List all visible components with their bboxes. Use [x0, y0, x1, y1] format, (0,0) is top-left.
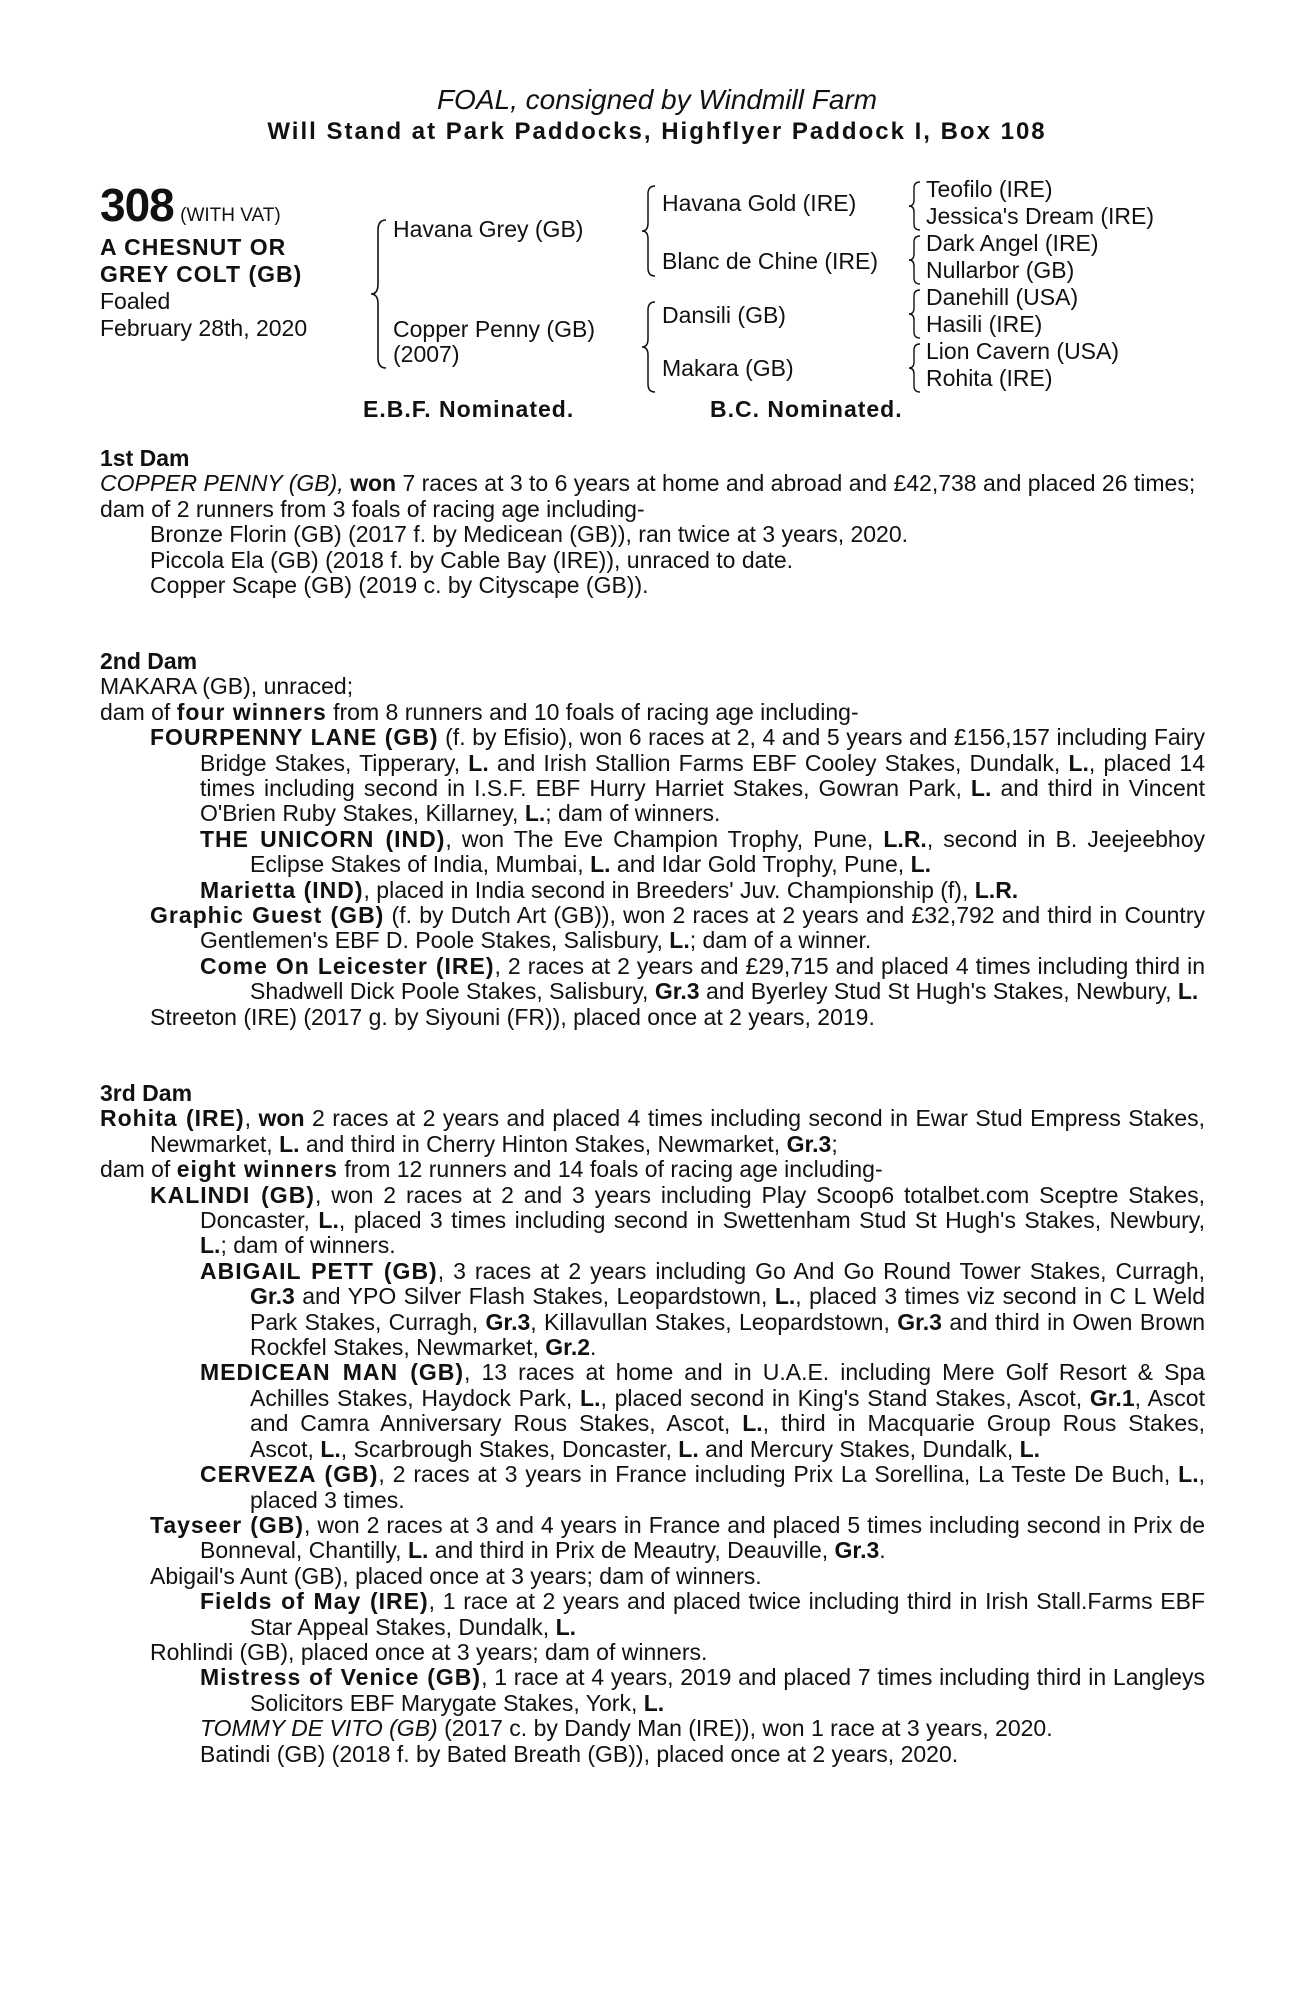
pedigree-brace-main	[368, 218, 390, 370]
first-dam-section	[100, 446, 1205, 598]
sire: Havana Grey (GB)	[393, 216, 584, 242]
brace-ggp-2	[907, 234, 923, 286]
ggp-danehill: Danehill (USA)	[926, 284, 1079, 310]
entry-rohlindi: Rohlindi (GB), placed once at 3 years; dam of winners.	[150, 1638, 708, 1665]
foaled-date: February 28th, 2020	[100, 315, 308, 341]
entry-abigail-pett: ABIGAIL PETT (GB), 3 races at 2 years including Go And Go Round Tower Stakes, Curragh, Gr.3 and YPO Silver Flash Stakes, Leopardstown, L., placed 3 times viz second in C L Weld Park Stakes, Curragh, Gr.3, Killavullan Stakes, Leopardstown, Gr.3 and third in Owen Brown Rockfel Stakes, Newmarket, Gr.2.	[200, 1257, 1206, 1361]
ggp-teofilo: Teofilo (IRE)	[926, 176, 1053, 202]
horse-name: Fields of May (IRE)	[200, 1588, 429, 1615]
ggp-nullarbor: Nullarbor (GB)	[926, 257, 1075, 283]
horse-name: FOURPENNY LANE (GB)	[150, 724, 439, 751]
foaled-label: Foaled	[100, 288, 171, 314]
first-dam-name: COPPER PENNY (GB),	[100, 470, 344, 497]
pedigree-brace-dam	[640, 300, 658, 394]
stand-location: Will Stand at Park Paddocks, Highflyer Paddock I, Box 108	[267, 118, 1047, 145]
lot-desc-1: A CHESNUT OR	[100, 234, 287, 260]
won-label: won	[350, 470, 397, 497]
entry-tommy-de-vito: TOMMY DE VITO (GB) (2017 c. by Dandy Man (IRE)), won 1 race at 3 years, 2020.	[200, 1715, 1053, 1742]
horse-name: ABIGAIL PETT (GB)	[200, 1257, 438, 1284]
entry-abigails-aunt: Abigail's Aunt (GB), placed once at 3 years; dam of winners.	[150, 1562, 762, 1589]
horse-name: MEDICEAN MAN (GB)	[200, 1359, 465, 1386]
second-dam-produce	[100, 700, 1205, 725]
second-dam-heading: 2nd Dam	[100, 648, 198, 674]
entry-marietta: Marietta (IND), placed in India second in Breeders' Juv. Championship (f), L.R.	[200, 876, 1019, 903]
entry-batindi: Batindi (GB) (2018 f. by Bated Breath (GB)), placed once at 2 years, 2020.	[200, 1740, 959, 1767]
third-dam-record: Rohita (IRE), won 2 races at 2 years and placed 4 times including second in Ewar Stud Empress Stakes, Newmarket, L. and third in Cherry Hinton Stakes, Newmarket, Gr.3;	[100, 1105, 1206, 1157]
dam-year: (2007)	[393, 341, 460, 367]
brace-ggp-3	[907, 288, 923, 340]
third-dam-section	[100, 1081, 1205, 1767]
horse-name: Marietta (IND)	[200, 876, 364, 903]
brace-ggp-4	[907, 342, 923, 394]
winners-count: eight winners	[176, 1156, 338, 1183]
entry-kalindi: KALINDI (GB), won 2 races at 2 and 3 years including Play Scoop6 totalbet.com Sceptre Stakes, Doncaster, L., placed 3 times including second in Swettenham Stud St Hugh's Stakes, Newbury, L.; dam of winners.	[150, 1181, 1205, 1259]
produce-1: Bronze Florin (GB) (2017 f. by Medicean (GB)), ran twice at 3 years, 2020.	[150, 521, 909, 548]
pedigree-brace-sire	[640, 184, 658, 278]
ggp-hasili: Hasili (IRE)	[926, 311, 1043, 337]
first-dam-record	[100, 471, 1205, 496]
horse-name: Tayseer (GB)	[150, 1511, 305, 1538]
entry-fourpenny-lane: FOURPENNY LANE (GB) (f. by Efisio), won 6 races at 2, 4 and 5 years and £156,157 including Fairy Bridge Stakes, Tipperary, L. and Irish Stallion Farms EBF Cooley Stakes, Dundalk, L., placed 14 times including second in I.S.F. EBF Hurry Harriet Stakes, Gowran Park, L. and third in Vincent O'Brien Ruby Stakes, Killarney, L.; dam of winners.	[150, 724, 1206, 827]
third-dam-produce: dam of eight winners from 12 runners and 14 foals of racing age including-	[100, 1156, 883, 1183]
entry-the-unicorn: THE UNICORN (IND), won The Eve Champion Trophy, Pune, L.R., second in B. Jeejeebhoy Eclipse Stakes of India, Mumbai, L. and Idar Gold Trophy, Pune, L.	[200, 825, 1205, 878]
second-dam-name: MAKARA (GB), unraced;	[100, 673, 354, 700]
entry-fields-of-may: Fields of May (IRE), 1 race at 2 years and placed twice including third in Irish Stall.Farms EBF Star Appeal Stakes, Dundalk, L.	[200, 1588, 1206, 1640]
first-dam-text: 7 races at 3 to 6 years at home and abroad and £42,738 and placed 26 times;	[396, 470, 1196, 497]
horse-name: KALINDI (GB)	[150, 1181, 315, 1208]
entry-tayseer: Tayseer (GB), won 2 races at 3 and 4 years in France and placed 5 times including second in Prix de Bonneval, Chantilly, L. and third in Prix de Meautry, Deauville, Gr.3.	[150, 1511, 1205, 1564]
first-dam-heading: 1st Dam	[100, 445, 190, 471]
sire-sire: Havana Gold (IRE)	[662, 190, 857, 216]
third-dam-name: Rohita (IRE)	[100, 1105, 245, 1132]
horse-name: TOMMY DE VITO (GB)	[200, 1715, 438, 1742]
sire-dam: Blanc de Chine (IRE)	[662, 248, 879, 274]
ggp-rohita: Rohita (IRE)	[926, 365, 1053, 391]
dam-dam: Makara (GB)	[662, 355, 794, 381]
lot-number-block	[100, 180, 281, 230]
lot-desc-2: GREY COLT (GB)	[100, 261, 303, 287]
produce-suffix: from 8 runners and 10 foals of racing age including-	[326, 698, 859, 725]
entry-cerveza: CERVEZA (GB), 2 races at 3 years in France including Prix La Sorellina, La Teste De Buch, L., placed 3 times.	[200, 1461, 1205, 1513]
horse-name: Mistress of Venice (GB)	[200, 1664, 482, 1691]
dam: Copper Penny (GB)	[393, 316, 595, 342]
ggp-dark-angel: Dark Angel (IRE)	[926, 230, 1099, 256]
ebf-nominated: E.B.F. Nominated.	[363, 396, 575, 422]
lot-number: 308	[100, 179, 174, 231]
third-dam-heading: 3rd Dam	[100, 1080, 193, 1106]
dam-sire: Dansili (GB)	[662, 302, 786, 328]
entry-streeton: Streeton (IRE) (2017 g. by Siyouni (FR)), placed once at 2 years, 2019.	[150, 1003, 875, 1030]
produce-2: Piccola Ela (GB) (2018 f. by Cable Bay (IRE)), unraced to date.	[150, 546, 794, 573]
winners-count: four winners	[176, 698, 327, 725]
bc-nominated: B.C. Nominated.	[710, 396, 903, 422]
vat-label: (WITH VAT)	[180, 205, 281, 226]
horse-name: CERVEZA (GB)	[200, 1461, 379, 1488]
second-dam-section	[100, 649, 1205, 1030]
entry-come-on-leicester: Come On Leicester (IRE), 2 races at 2 years and £29,715 and placed 4 times including third in Shadwell Dick Poole Stakes, Salisbury, Gr.3 and Byerley Stud St Hugh's Stakes, Newbury, L.	[200, 952, 1205, 1005]
brace-ggp-1	[907, 180, 923, 232]
horse-name: THE UNICORN (IND)	[200, 825, 446, 852]
ggp-jessicas-dream: Jessica's Dream (IRE)	[926, 203, 1155, 229]
entry-medicean-man: MEDICEAN MAN (GB), 13 races at home and in U.A.E. including Mere Golf Resort & Spa Achilles Stakes, Haydock Park, L., placed second in King's Stand Stakes, Ascot, Gr.1, Ascot and Camra Anniversary Rous Stakes, Ascot, L., third in Macquarie Group Rous Stakes, Ascot, L., Scarbrough Stakes, Doncaster, L. and Mercury Stakes, Dundalk, L.	[200, 1359, 1205, 1462]
entry-mistress-of-venice: Mistress of Venice (GB), 1 race at 4 years, 2019 and placed 7 times including third in Langleys Solicitors EBF Marygate Stakes, York, L.	[200, 1664, 1205, 1716]
produce-prefix: dam of	[100, 698, 177, 725]
sale-title: FOAL, consigned by Windmill Farm	[436, 84, 878, 115]
ggp-lion-cavern: Lion Cavern (USA)	[926, 338, 1120, 364]
horse-name: Come On Leicester (IRE)	[200, 952, 495, 979]
first-dam-produce: dam of 2 runners from 3 foals of racing age including-	[100, 495, 645, 522]
produce-3: Copper Scape (GB) (2019 c. by Cityscape (GB)).	[150, 572, 649, 599]
entry-graphic-guest: Graphic Guest (GB) (f. by Dutch Art (GB)), won 2 races at 2 years and £32,792 and third in Country Gentlemen's EBF D. Poole Stakes, Salisbury, L.; dam of a winner.	[150, 902, 1205, 954]
horse-name: Graphic Guest (GB)	[150, 902, 385, 929]
